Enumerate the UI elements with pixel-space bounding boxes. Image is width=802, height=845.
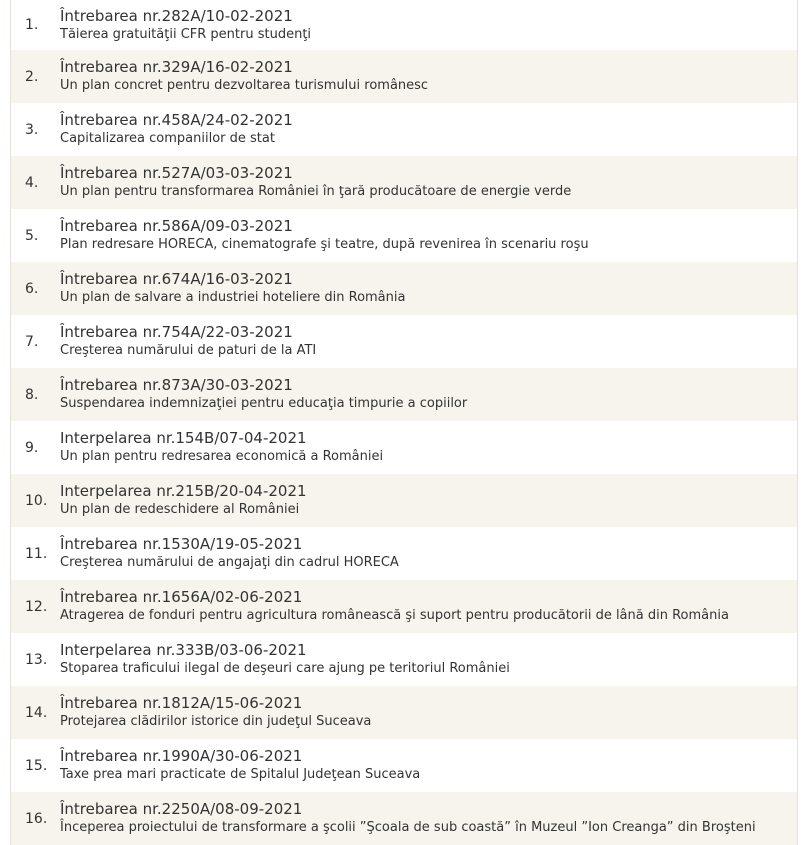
list-item — [11, 686, 797, 739]
list-item — [11, 156, 797, 209]
list-item — [11, 633, 797, 686]
item-number: 8. — [25, 386, 39, 403]
item-title: Un plan de redeschidere al României — [60, 502, 300, 517]
item-reference-link[interactable]: Interpelarea nr.215B/20-04-2021 — [60, 482, 307, 500]
item-reference-link[interactable]: Întrebarea nr.527A/03-03-2021 — [60, 164, 293, 182]
list-item — [11, 792, 797, 845]
item-title: Suspendarea indemnizaţiei pentru educaţia timpurie a copiilor — [60, 396, 468, 411]
item-content — [58, 262, 797, 315]
item-reference-link[interactable]: Interpelarea nr.333B/03-06-2021 — [60, 641, 307, 659]
item-content — [58, 633, 797, 686]
item-title: Tăierea gratuităţii CFR pentru studenţi — [60, 26, 312, 42]
list-item — [11, 315, 797, 368]
item-title: Plan redresare HORECA, cinematografe şi teatre, după revenirea în scenariu roşu — [60, 237, 589, 252]
item-title: Atragerea de fonduri pentru agricultura românească şi suport pentru producătorii de lână din România — [60, 608, 729, 623]
item-reference-link[interactable]: Întrebarea nr.2250A/08-09-2021 — [60, 800, 303, 818]
item-number: 13. — [25, 651, 48, 668]
item-title: Un plan de salvare a industriei hoteliere din România — [60, 290, 406, 305]
item-reference-link[interactable]: Întrebarea nr.329A/16-02-2021 — [60, 58, 293, 76]
item-title: Protejarea clădirilor istorice din judeţul Suceava — [60, 714, 372, 729]
item-title: Capitalizarea companiilor de stat — [60, 131, 275, 146]
item-reference-link[interactable]: Întrebarea nr.1990A/30-06-2021 — [60, 747, 303, 765]
item-title: Creşterea numărului de angajaţi din cadrul HORECA — [60, 555, 399, 570]
item-content — [58, 739, 797, 792]
item-content — [58, 686, 797, 739]
item-reference-link[interactable]: Întrebarea nr.1656A/02-06-2021 — [60, 588, 303, 606]
item-content — [58, 50, 797, 103]
item-title: Un plan concret pentru dezvoltarea turismului românesc — [60, 78, 429, 93]
item-content — [58, 209, 797, 262]
list-item — [11, 209, 797, 262]
item-number: 11. — [25, 545, 48, 562]
item-reference-link[interactable]: Întrebarea nr.1812A/15-06-2021 — [60, 694, 303, 712]
item-reference-link[interactable]: Interpelarea nr.154B/07-04-2021 — [60, 429, 307, 447]
list-item — [11, 580, 797, 633]
list-item — [11, 739, 797, 792]
item-reference-link[interactable]: Întrebarea nr.674A/16-03-2021 — [60, 270, 293, 288]
item-number: 16. — [25, 810, 48, 827]
item-number: 12. — [25, 598, 48, 615]
item-content — [58, 474, 797, 527]
item-title: Stoparea traficului ilegal de deşeuri care ajung pe teritoriul României — [60, 661, 510, 676]
item-reference-link[interactable]: Întrebarea nr.586A/09-03-2021 — [60, 217, 293, 235]
item-content — [58, 156, 797, 209]
item-reference-link[interactable]: Întrebarea nr.1530A/19-05-2021 — [60, 535, 303, 553]
item-title: Un plan pentru transformarea României în ţară producătoare de energie verde — [60, 184, 572, 199]
item-number: 10. — [25, 492, 48, 509]
item-number: 9. — [25, 439, 39, 456]
item-reference-link[interactable]: Întrebarea nr.873A/30-03-2021 — [60, 376, 293, 394]
item-content — [58, 792, 797, 845]
questions-list — [10, 0, 798, 845]
item-content — [58, 315, 797, 368]
item-number: 15. — [25, 757, 48, 774]
item-content — [58, 368, 797, 421]
item-number: 2. — [25, 68, 39, 85]
item-number: 14. — [25, 704, 48, 721]
item-number: 4. — [25, 174, 39, 191]
item-reference-link[interactable]: Întrebarea nr.754A/22-03-2021 — [60, 323, 293, 341]
item-number: 6. — [25, 280, 39, 297]
item-number: 1. — [25, 17, 39, 33]
item-content — [58, 580, 797, 633]
item-number: 7. — [25, 333, 39, 350]
list-item — [11, 368, 797, 421]
item-number: 5. — [25, 227, 39, 244]
item-reference-link[interactable]: Întrebarea nr.282A/10-02-2021 — [60, 6, 293, 25]
list-item — [11, 50, 797, 103]
item-content — [58, 0, 797, 50]
item-content — [58, 103, 797, 156]
item-number: 3. — [25, 121, 39, 138]
list-item — [11, 103, 797, 156]
list-item — [11, 262, 797, 315]
item-reference-link[interactable]: Întrebarea nr.458A/24-02-2021 — [60, 111, 293, 129]
item-title: Taxe prea mari practicate de Spitalul Judeţean Suceava — [60, 767, 421, 782]
item-content — [58, 421, 797, 474]
list-item — [11, 0, 797, 50]
list-item — [11, 527, 797, 580]
item-title: Un plan pentru redresarea economică a României — [60, 449, 384, 464]
item-content — [58, 527, 797, 580]
item-title: Începerea proiectului de transformare a şcolii ”Şcoala de sub coastă” în Muzeul ”Ion Creanga” din Broşteni — [60, 820, 756, 835]
list-item — [11, 421, 797, 474]
list-item — [11, 474, 797, 527]
item-title: Creşterea numărului de paturi de la ATI — [60, 343, 317, 358]
